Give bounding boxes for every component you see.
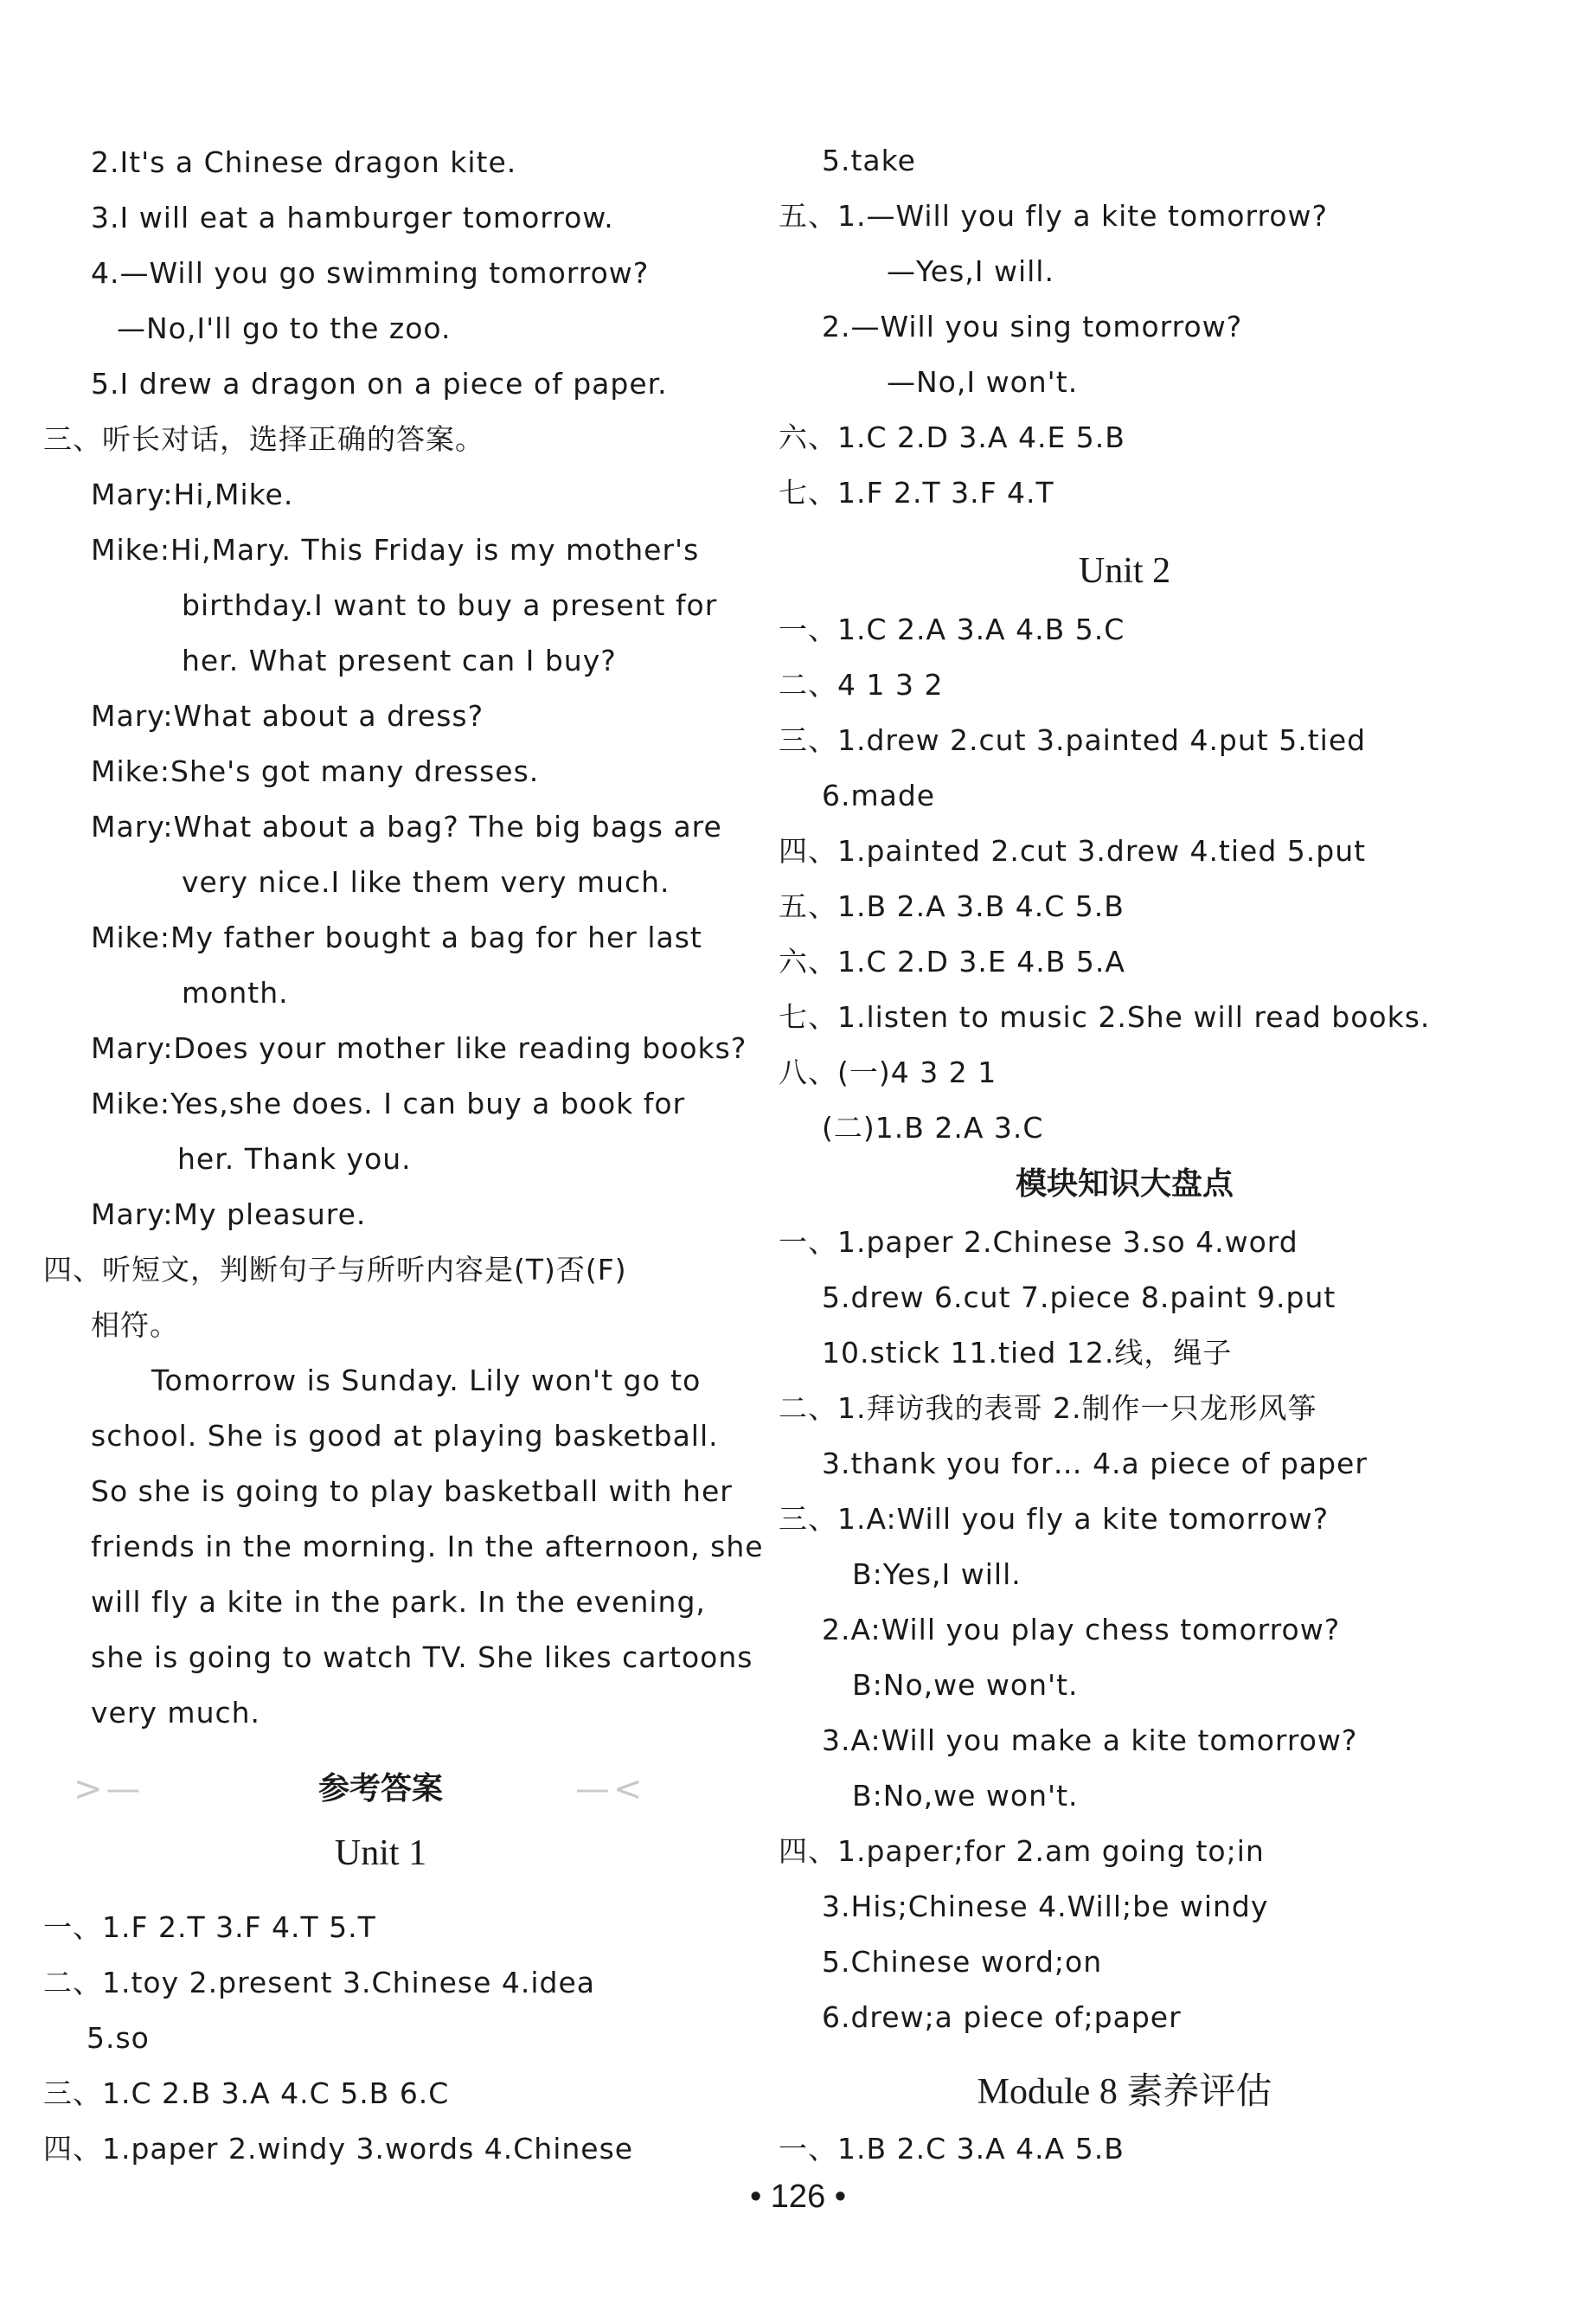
text-line: 3.I will eat a hamburger tomorrow. [91, 201, 614, 234]
answer-line: 3.His;Chinese 4.Will;be windy [822, 1890, 1269, 1923]
dialogue-line: very nice.I like them very much. [182, 865, 670, 899]
passage-line: Tomorrow is Sunday. Lily won't go to [151, 1364, 702, 1397]
answer-line: 二、1.toy 2.present 3.Chinese 4.idea [43, 1966, 595, 1999]
passage-line: will fly a kite in the park. In the evening, [91, 1585, 706, 1619]
answer-line: —Yes,I will. [887, 254, 1054, 288]
section-heading: 四、听短文，判断句子与所听内容是(T)否(F) [43, 1253, 627, 1287]
dialogue-line: Mary:Hi,Mike. [91, 478, 294, 511]
banner-left-ornament: >— [74, 1769, 144, 1809]
answer-line: B:No,we won't. [852, 1668, 1079, 1702]
dialogue-line: month. [182, 976, 289, 1010]
answer-line: 6.made [822, 779, 936, 812]
answer-line: 5.so [87, 2021, 150, 2055]
dialogue-line: Mary:My pleasure. [91, 1197, 367, 1231]
dialogue-line: her. Thank you. [177, 1142, 412, 1176]
answer-line: 3.A:Will you make a kite tomorrow? [822, 1723, 1358, 1757]
answer-line: 一、1.B 2.C 3.A 4.A 5.B [779, 2132, 1125, 2166]
answer-line: 六、1.C 2.D 3.A 4.E 5.B [779, 420, 1125, 454]
answer-line: 三、1.C 2.B 3.A 4.C 5.B 6.C [43, 2076, 450, 2110]
answer-line: 五、1.—Will you fly a kite tomorrow? [779, 199, 1329, 233]
dialogue-line: her. What present can I buy? [182, 644, 617, 677]
answer-line: 八、(一)4 3 2 1 [779, 1056, 997, 1089]
text-line: 5.I drew a dragon on a piece of paper. [91, 367, 668, 401]
answer-line: 6.drew;a piece of;paper [822, 2000, 1182, 2034]
answer-line: 七、1.listen to music 2.She will read books. [779, 1000, 1431, 1034]
answer-line: 二、4 1 3 2 [779, 668, 944, 702]
section-heading-cont: 相符。 [91, 1308, 179, 1342]
answer-line: 二、1.拜访我的表哥 2.制作一只龙形风筝 [779, 1391, 1317, 1425]
section-heading: 三、听长对话，选择正确的答案。 [43, 422, 484, 456]
answer-line: 七、1.F 2.T 3.F 4.T [779, 476, 1054, 510]
answer-line: 四、1.paper;for 2.am going to;in [779, 1834, 1265, 1868]
unit2-title: Unit 2 [1078, 551, 1171, 591]
answer-line: B:No,we won't. [852, 1779, 1079, 1813]
dialogue-line: Mike:Yes,she does. I can buy a book for [91, 1087, 686, 1120]
passage-line: school. She is good at playing basketball. [91, 1419, 719, 1453]
answer-line: 一、1.paper 2.Chinese 3.so 4.word [779, 1225, 1298, 1259]
text-line: —No,I'll go to the zoo. [117, 311, 452, 345]
dialogue-line: Mary:Does your mother like reading books? [91, 1031, 747, 1065]
passage-line: friends in the morning. In the afternoon, she [91, 1530, 764, 1563]
answer-line: 3.thank you for… 4.a piece of paper [822, 1447, 1368, 1480]
answer-line: (二)1.B 2.A 3.C [822, 1111, 1044, 1145]
answer-line: 5.take [822, 144, 916, 177]
answer-line: 5.drew 6.cut 7.piece 8.paint 9.put [822, 1280, 1336, 1314]
dialogue-line: Mike:She's got many dresses. [91, 754, 540, 788]
text-line: 2.It's a Chinese dragon kite. [91, 145, 517, 179]
dialogue-line: Mike:My father bought a bag for her last [91, 921, 702, 954]
answer-line: 一、1.F 2.T 3.F 4.T 5.T [43, 1910, 376, 1944]
passage-line: very much. [91, 1696, 261, 1729]
answer-line: 10.stick 11.tied 12.线，绳子 [822, 1336, 1233, 1370]
passage-line: So she is going to play basketball with her [91, 1474, 733, 1508]
page-number: • 126 • [749, 2179, 847, 2215]
answer-line: 四、1.paper 2.windy 3.words 4.Chinese [43, 2132, 634, 2166]
text-line: 4.—Will you go swimming tomorrow? [91, 256, 650, 290]
answer-line: 一、1.C 2.A 3.A 4.B 5.C [779, 613, 1125, 646]
answer-line: 四、1.painted 2.cut 3.drew 4.tied 5.put [779, 834, 1367, 868]
dialogue-line: Mike:Hi,Mary. This Friday is my mother's [91, 533, 700, 567]
answers-banner-title: 参考答案 [317, 1771, 443, 1806]
banner-right-ornament: —< [575, 1769, 646, 1809]
answer-line: B:Yes,I will. [852, 1557, 1022, 1591]
answer-line: 五、1.B 2.A 3.B 4.C 5.B [779, 889, 1125, 923]
review-title: 模块知识大盘点 [1015, 1166, 1234, 1202]
answer-line: 三、1.A:Will you fly a kite tomorrow? [779, 1502, 1330, 1536]
answer-line: 5.Chinese word;on [822, 1945, 1103, 1979]
answer-line: 2.A:Will you play chess tomorrow? [822, 1613, 1341, 1646]
answer-line: 六、1.C 2.D 3.E 4.B 5.A [779, 945, 1125, 979]
unit1-title: Unit 1 [334, 1833, 427, 1873]
dialogue-line: Mary:What about a dress? [91, 699, 484, 733]
module8-title: Module 8 素养评估 [977, 2072, 1272, 2112]
dialogue-line: birthday.I want to buy a present for [182, 588, 718, 622]
passage-line: she is going to watch TV. She likes cartoons [91, 1640, 753, 1674]
answer-line: 2.—Will you sing tomorrow? [822, 310, 1243, 343]
dialogue-line: Mary:What about a bag? The big bags are [91, 810, 722, 844]
answer-line: 三、1.drew 2.cut 3.painted 4.put 5.tied [779, 723, 1367, 757]
answer-line: —No,I won't. [887, 365, 1079, 399]
